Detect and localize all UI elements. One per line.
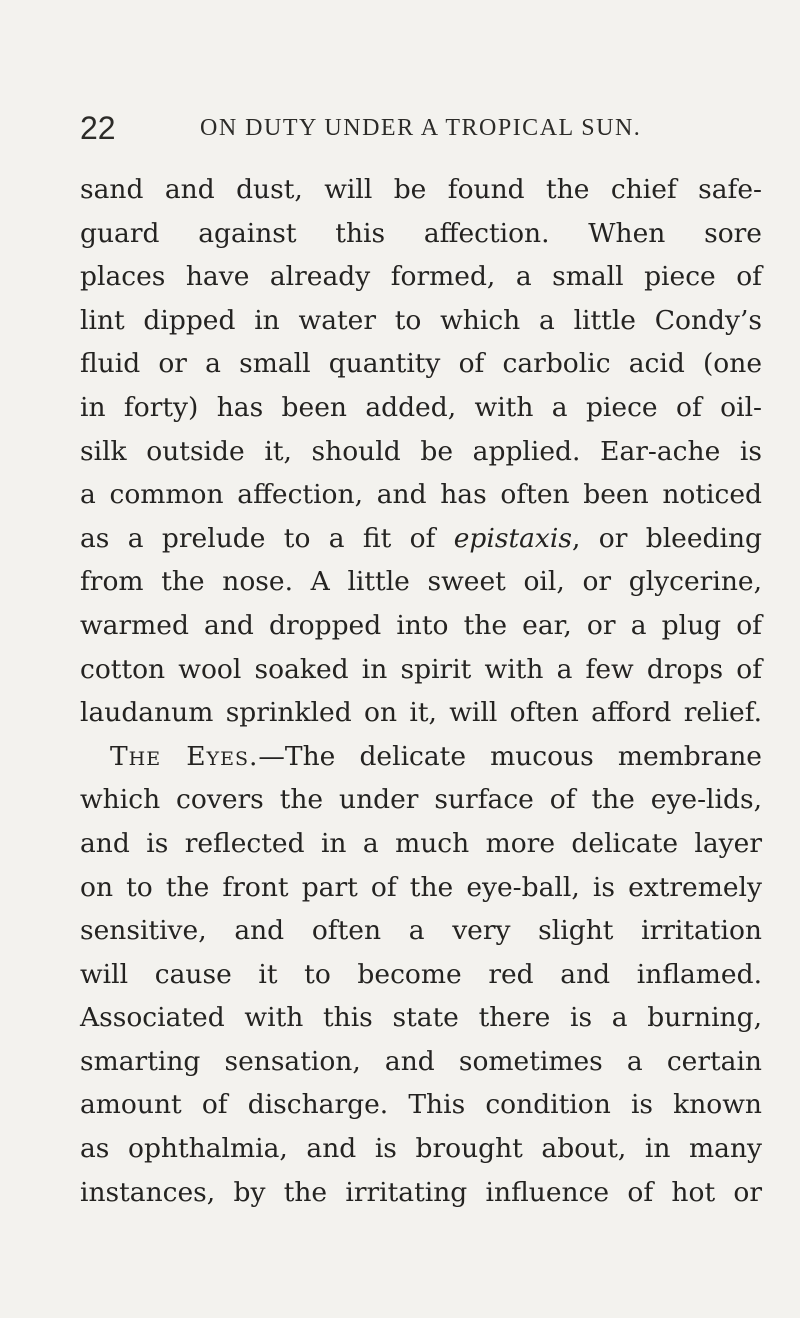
text-line-10: from the nose. A little sweet oil, or glycerine, [80, 566, 762, 598]
page-number: 22 [80, 110, 116, 146]
text-line-4: lint dipped in water to which a little Condy’s [80, 304, 762, 336]
text-line-5: fluid or a small quantity of carbolic acid (one [80, 348, 762, 380]
text-line-23: as ophthalmia, and is brought about, in many [80, 1133, 762, 1165]
text-line-6: in forty) has been added, with a piece of oil- [80, 391, 762, 423]
text-line-15: which covers the under surface of the eye-lids, [80, 784, 762, 816]
section-first-line-rest: —The delicate mucous membrane [258, 740, 762, 772]
section-first-line [80, 735, 762, 779]
text-line-1: sand and dust, will be found the chief safe- [80, 174, 762, 205]
text-line-2: guard against this affection. When sore [80, 217, 762, 249]
running-head: ON DUTY UNDER A TROPICAL SUN. [200, 115, 642, 141]
text-line-19: will cause it to become red and inflamed. [80, 958, 762, 990]
text-line-8: a common affection, and has often been noticed [80, 479, 762, 511]
section-heading: The Eyes. [110, 740, 259, 772]
text-line-11: warmed and dropped into the ear, or a plug of [80, 609, 762, 641]
text-line-18: sensitive, and often a very slight irritation [80, 915, 762, 947]
text-line-7: silk outside it, should be applied. Ear-ache is [80, 435, 762, 467]
body-text [80, 168, 762, 1214]
text-line-17: on to the front part of the eye-ball, is extremely [80, 871, 762, 903]
text-line-13: laudanum sprinkled on it, will often afford relief. [80, 697, 762, 729]
text-line-3: places have already formed, a small piece of [80, 261, 762, 293]
text-line-9-after: , or bleeding [571, 522, 763, 554]
italic-term: epistaxis [453, 522, 572, 554]
page-header [80, 108, 760, 148]
text-line-22: amount of discharge. This condition is known [80, 1089, 762, 1121]
text-line-20: Associated with this state there is a burning, [80, 1002, 762, 1034]
text-line-12: cotton wool soaked in spirit with a few drops of [80, 653, 762, 685]
text-line-9-before: as a prelude to a fit of [80, 522, 454, 554]
text-line-24: instances, by the irritating influence of hot or [80, 1176, 762, 1208]
text-line-16: and is reflected in a much more delicate layer [80, 827, 762, 859]
text-line-9 [80, 517, 762, 561]
text-line-21: smarting sensation, and sometimes a certain [80, 1045, 762, 1077]
